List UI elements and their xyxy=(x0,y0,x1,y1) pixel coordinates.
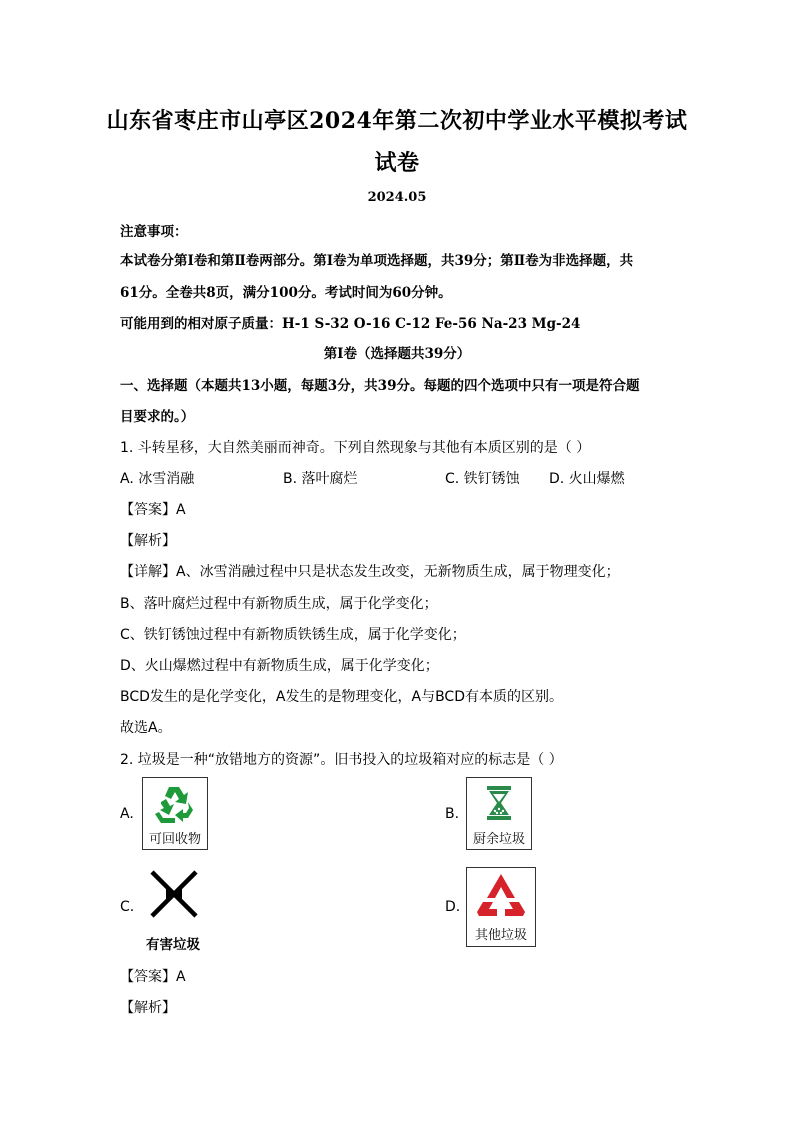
q1-option-b: B. 落叶腐烂 xyxy=(283,471,358,487)
page-title: 山东省枣庄市山亭区2024年第二次初中学业水平模拟考试 xyxy=(106,108,688,134)
q2-option-d-letter: D. xyxy=(445,899,461,915)
atomic-masses: 可能用到的相对原子质量：H-1 S-32 O-16 C-12 Fe-56 Na-23 Mg-24 xyxy=(120,316,581,332)
q1-conclusion: 故选A。 xyxy=(120,720,172,736)
notice-line-2: 61分。全卷共8页，满分100分。考试时间为60分钟。 xyxy=(120,285,452,301)
q1-answer: 【答案】A xyxy=(120,502,186,518)
q2-option-c-letter: C. xyxy=(120,899,135,915)
q2-stem: 2. 垃圾是一种“放错地方的资源”。旧书投入的垃圾箱对应的标志是（ ） xyxy=(120,752,563,768)
q1-line-d: D、火山爆燃过程中有新物质生成，属于化学变化； xyxy=(120,658,439,674)
hourglass-icon xyxy=(467,778,531,828)
exam-date: 2024.05 xyxy=(367,190,427,205)
q1-line-c: C、铁钉锈蚀过程中有新物质铁锈生成，属于化学变化； xyxy=(120,627,466,643)
kitchen-waste-label: 厨余垃圾 xyxy=(472,832,525,847)
q2-analysis: 【解析】 xyxy=(120,1000,176,1016)
q2-option-a-letter: A. xyxy=(120,806,134,822)
part-heading-line-2: 目要求的。） xyxy=(120,409,195,425)
volume-title: 第Ⅰ卷（选择题共39分） xyxy=(323,346,471,362)
notice-heading: 注意事项： xyxy=(120,224,188,240)
q2-answer: 【答案】A xyxy=(120,969,186,985)
q1-detail: 【详解】A、冰雪消融过程中只是状态发生改变，无新物质生成，属于物理变化； xyxy=(120,564,620,580)
notice-line-1: 本试卷分第Ⅰ卷和第Ⅱ卷两部分。第Ⅰ卷为单项选择题，共39分；第Ⅱ卷为非选择题，共 xyxy=(120,253,634,269)
q1-option-d: D. 火山爆燃 xyxy=(549,471,625,487)
q2-option-b-letter: B. xyxy=(445,806,460,822)
q1-summary: BCD发生的是化学变化，A发生的是物理变化，A与BCD有本质的区别。 xyxy=(120,689,563,705)
q1-line-b: B、落叶腐烂过程中有新物质生成，属于化学变化； xyxy=(120,596,438,612)
hazardous-waste-label: 有害垃圾 xyxy=(146,937,200,953)
q1-analysis: 【解析】 xyxy=(120,533,176,549)
q1-stem: 1. 斗转星移，大自然美丽而神奇。下列自然现象与其他有本质区别的是（ ） xyxy=(120,440,591,456)
other-waste-sign xyxy=(466,867,536,947)
recycle-label: 可回收物 xyxy=(148,832,201,847)
cross-arrows-icon xyxy=(144,866,204,922)
triangle-arrows-icon xyxy=(467,868,535,924)
recycle-sign xyxy=(142,777,208,850)
other-waste-label: 其他垃圾 xyxy=(474,928,527,943)
part-heading-line-1: 一、选择题（本题共13小题，每题3分，共39分。每题的四个选项中只有一项是符合题 xyxy=(120,378,640,394)
kitchen-waste-sign xyxy=(466,777,532,850)
page-title-line2: 试卷 xyxy=(374,150,420,176)
q1-option-c: C. 铁钉锈蚀 xyxy=(445,471,520,487)
recycle-icon xyxy=(143,778,207,828)
q1-option-a: A. 冰雪消融 xyxy=(120,471,195,487)
